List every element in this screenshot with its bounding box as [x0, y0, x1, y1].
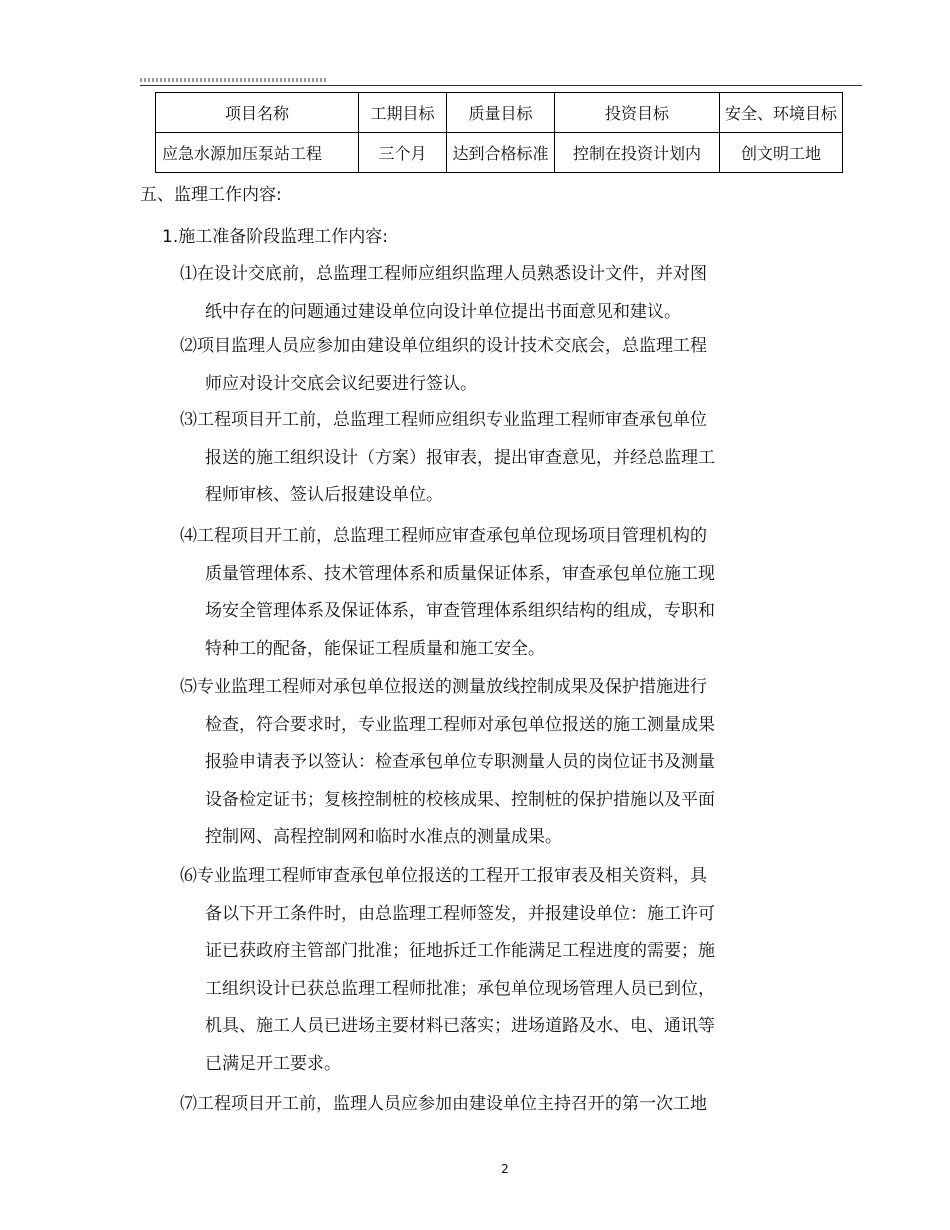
paragraph-line: ⑷工程项目开工前，总监理工程师应审查承包单位现场项目管理机构的 [180, 526, 707, 546]
list-item [180, 518, 816, 668]
paragraph-line: ⑸专业监理工程师对承包单位报送的测量放线控制成果及保护措施进行 [180, 677, 707, 697]
page-number: 2 [501, 1162, 509, 1176]
section-title: 五、监理工作内容: [140, 185, 282, 205]
paragraph-line: 设备检定证书；复核控制桩的校核成果、控制桩的保护措施以及平面 [205, 789, 715, 810]
table-header-cell: 项目名称 [156, 93, 359, 133]
table-cell: 三个月 [359, 133, 447, 173]
subsection-title: 1.施工准备阶段监理工作内容: [162, 227, 388, 247]
list-item [180, 669, 816, 857]
paragraph-line: ⑹专业监理工程师审查承包单位报送的工程开工报审表及相关资料，具 [180, 866, 707, 886]
paragraph-line: ⑺工程项目开工前，监理人员应参加由建设单位主持召开的第一次工地 [180, 1094, 707, 1114]
paragraph-line: 已满足开工要求。 [205, 1053, 341, 1074]
paragraph-line: 程师审核、签认后报建设单位。 [205, 485, 443, 505]
paragraph-line: 报验申请表予以签认：检查承包单位专职测量人员的岗位证书及测量 [205, 752, 715, 772]
table-cell: 应急水源加压泵站工程 [156, 133, 359, 173]
paragraph-line: ⑵项目监理人员应参加由建设单位组织的设计技术交底会，总监理工程 [180, 336, 707, 356]
table-header-row [156, 93, 843, 133]
table-cell: 控制在投资计划内 [555, 133, 720, 173]
table-cell: 创文明工地 [720, 133, 843, 173]
list-item [180, 328, 816, 403]
list-item [180, 858, 816, 1083]
list-item [180, 1086, 816, 1124]
paragraph-line: ⑴在设计交底前，总监理工程师应组织监理人员熟悉设计文件，并对图 [180, 264, 707, 284]
header-decoration [140, 78, 326, 82]
paragraph-line: 工组织设计已获总监理工程师批准；承包单位现场管理人员已到位， [205, 978, 715, 999]
table-cell: 达到合格标准 [447, 133, 555, 173]
table-header-cell: 质量目标 [447, 93, 555, 133]
table-header-cell: 投资目标 [555, 93, 720, 133]
paragraph-line: 师应对设计交底会议纪要进行签认。 [205, 373, 477, 394]
project-goals-table [155, 92, 843, 173]
paragraph-line: 证已获政府主管部门批准；征地拆迁工作能满足工程进度的需要；施 [205, 941, 715, 961]
table-header-cell: 安全、环境目标 [720, 93, 843, 133]
paragraph-line: 场安全管理体系及保证体系，审查管理体系组织结构的组成，专职和 [205, 601, 715, 621]
paragraph-line: 控制网、高程控制网和临时水准点的测量成果。 [205, 827, 562, 847]
paragraph-line: 质量管理体系、技术管理体系和质量保证体系，审查承包单位施工现 [205, 563, 715, 584]
table-row [156, 133, 843, 173]
paragraph-line: 报送的施工组织设计（方案）报审表，提出审查意见，并经总监理工 [205, 447, 715, 468]
paragraph-line: ⑶工程项目开工前，总监理工程师应组织专业监理工程师审查承包单位 [180, 410, 707, 430]
list-item [180, 402, 816, 515]
paragraph-line: 特种工的配备，能保证工程质量和施工安全。 [205, 638, 545, 659]
table-header-cell: 工期目标 [359, 93, 447, 133]
list-item [180, 256, 816, 331]
paragraph-line: 检查，符合要求时，专业监理工程师对承包单位报送的施工测量成果 [205, 714, 715, 735]
paragraph-line: 纸中存在的问题通过建设单位向设计单位提出书面意见和建议。 [205, 301, 681, 322]
paragraph-line: 机具、施工人员已进场主要材料已落实；进场道路及水、电、通讯等 [205, 1016, 715, 1036]
header-rule [140, 85, 862, 86]
paragraph-line: 备以下开工条件时，由总监理工程师签发，并报建设单位：施工许可 [205, 903, 715, 924]
